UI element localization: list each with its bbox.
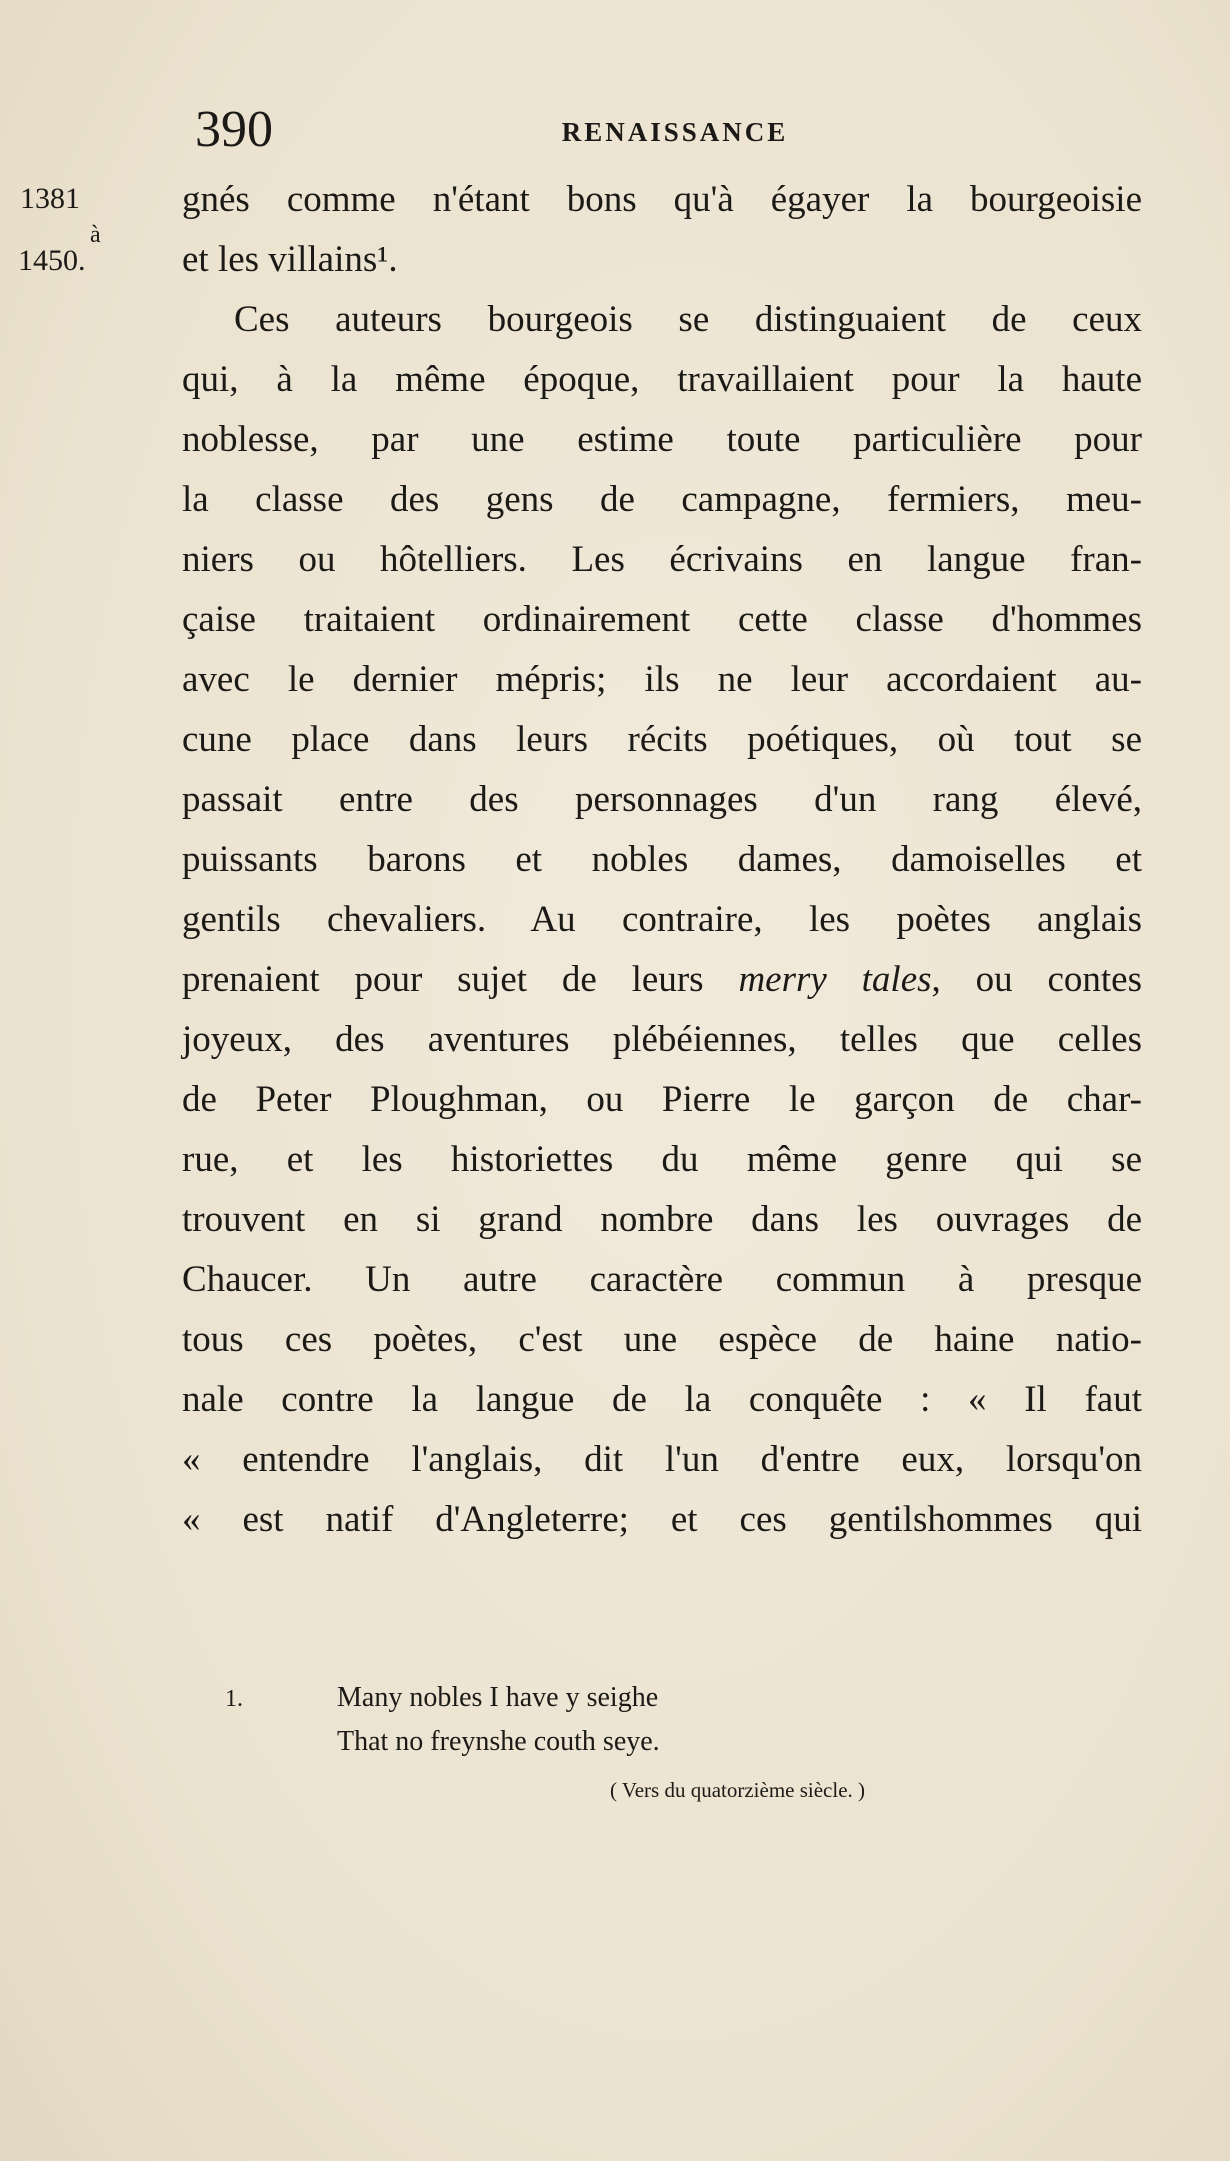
text-line: cune place dans leurs récits poétiques, où tout se: [182, 719, 1142, 760]
text-line: qui, à la même époque, travaillaient pour la haute: [182, 359, 1142, 400]
text-line: rue, et les historiettes du même genre qui se: [182, 1139, 1142, 1180]
text-segment: , ou contes: [931, 959, 1142, 1000]
text-line: et les villains¹.: [182, 239, 398, 280]
text-line: joyeux, des aventures plébéiennes, telles que celles: [182, 1019, 1142, 1060]
text-line: [182, 950, 1142, 1010]
text-line: « entendre l'anglais, dit l'un d'entre eux, lorsqu'on: [182, 1439, 1142, 1480]
text-line: passait entre des personnages d'un rang élevé,: [182, 779, 1142, 820]
page-header: [195, 100, 1155, 160]
text-line: niers ou hôtelliers. Les écrivains en langue fran-: [182, 539, 1142, 580]
margin-date-connector: à: [90, 222, 101, 248]
text-line: trouvent en si grand nombre dans les ouvrages de: [182, 1199, 1142, 1240]
text-line: noblesse, par une estime toute particulière pour: [182, 419, 1142, 460]
text-line: Chaucer. Un autre caractère commun à presque: [182, 1259, 1142, 1300]
text-line: la classe des gens de campagne, fermiers, meu-: [182, 479, 1142, 520]
text-line: puissants barons et nobles dames, damoiselles et: [182, 839, 1142, 880]
italic-phrase: merry tales: [738, 959, 932, 1000]
body-text: [182, 170, 1142, 1550]
text-line: tous ces poètes, c'est une espèce de haine natio-: [182, 1319, 1142, 1360]
text-line: Ces auteurs bourgeois se distinguaient de ceux: [234, 299, 1142, 340]
footnote-source: ( Vers du quatorzième siècle. ): [610, 1778, 866, 1802]
page-number: 390: [195, 101, 273, 158]
text-segment: prenaient pour sujet de leurs: [182, 959, 739, 1000]
text-line: gnés comme n'étant bons qu'à égayer la bourgeoisie: [182, 179, 1142, 220]
footnote-marker: 1.: [225, 1686, 243, 1712]
margin-date-end: 1450.: [18, 244, 86, 277]
footnote-verse-line: Many nobles I have y seighe: [337, 1682, 659, 1713]
text-line: « est natif d'Angleterre; et ces gentilshommes qui: [182, 1499, 1142, 1540]
margin-date-start: 1381: [20, 182, 80, 215]
text-line: de Peter Ploughman, ou Pierre le garçon de char-: [182, 1079, 1142, 1120]
text-line: nale contre la langue de la conquête : « Il faut: [182, 1379, 1142, 1420]
text-line: avec le dernier mépris; ils ne leur accordaient au-: [182, 659, 1142, 700]
running-title: RENAISSANCE: [561, 117, 789, 147]
text-line: çaise traitaient ordinairement cette classe d'hommes: [182, 599, 1142, 640]
text-line: gentils chevaliers. Au contraire, les poètes anglais: [182, 899, 1142, 940]
footnote-verse-line: That no freynshe couth seye.: [337, 1726, 660, 1757]
